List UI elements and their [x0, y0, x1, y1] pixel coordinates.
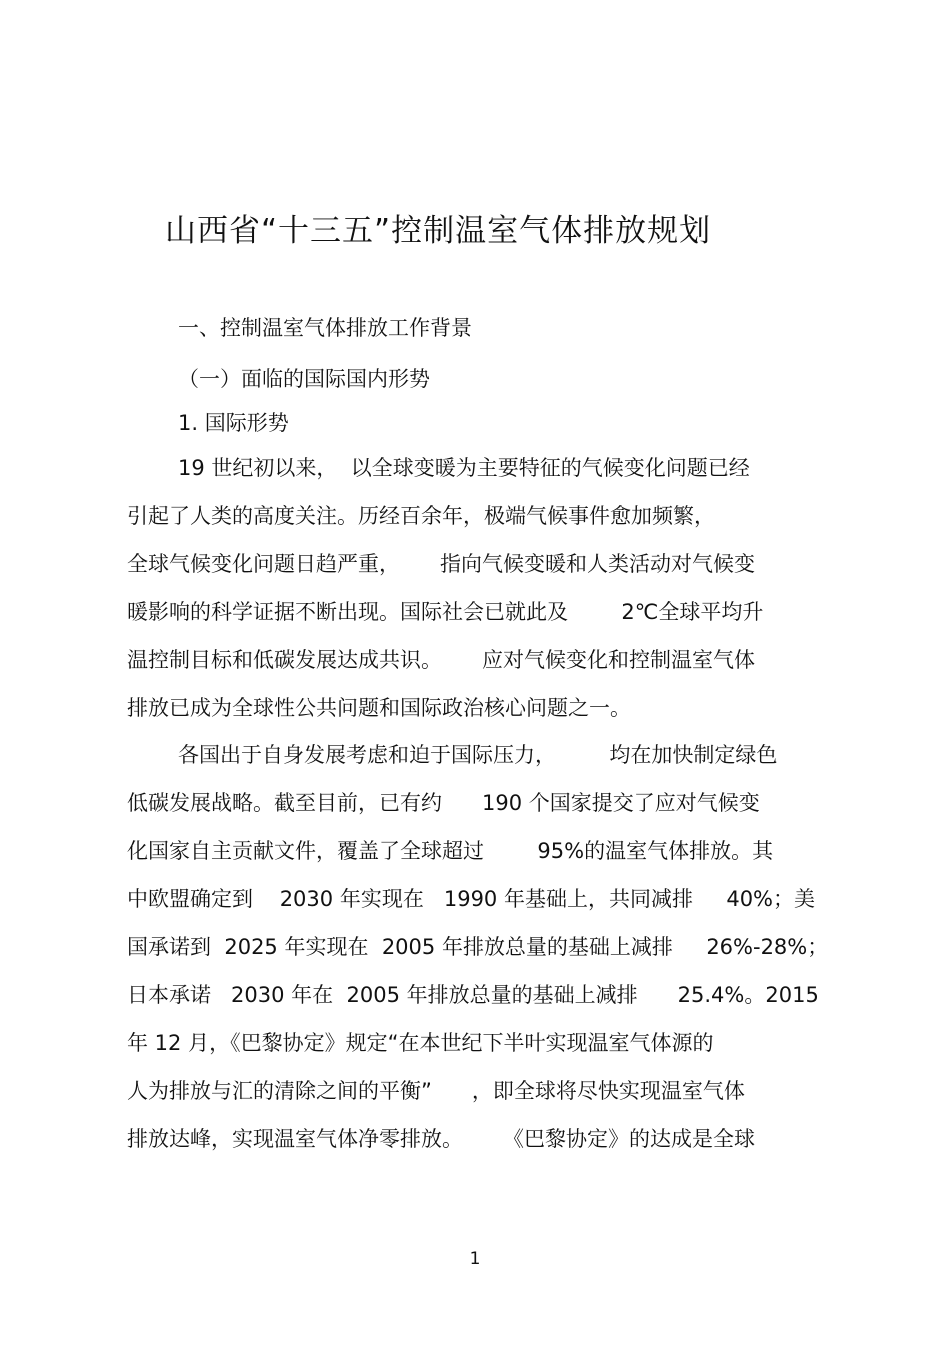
paragraph-line: 年 12 月，《巴黎协定》规定“在本世纪下半叶实现温室气体源的	[127, 1031, 714, 1055]
document-title: 山西省“十三五”控制温室气体排放规划	[165, 213, 712, 249]
paragraph-line: 人为排放与汇的清除之间的平衡” ，即全球将尽快实现温室气体	[127, 1079, 745, 1103]
paragraph-line: 国承诺到 2025 年实现在 2005 年排放总量的基础上减排 26%-28%；	[127, 935, 829, 959]
paragraph-line: 中欧盟确定到 2030 年实现在 1990 年基础上，共同减排 40%；美	[127, 887, 816, 911]
paragraph-line: 排放已成为全球性公共问题和国际政治核心问题之一。	[127, 696, 631, 720]
subsection-heading: （一）面临的国际国内形势	[178, 367, 430, 391]
sub-subsection-heading: 1. 国际形势	[178, 411, 289, 435]
paragraph-line: 引起了人类的高度关注。历经百余年，极端气候事件愈加频繁，	[127, 504, 715, 528]
paragraph-line: 日本承诺 2030 年在 2005 年排放总量的基础上减排 25.4%。2015	[127, 983, 819, 1007]
paragraph-international-situation	[127, 444, 847, 720]
section-heading: 一、控制温室气体排放工作背景	[178, 316, 472, 340]
paragraph-line: 19 世纪初以来， 以全球变暖为主要特征的气候变化问题已经	[178, 456, 750, 480]
paragraph-line: 低碳发展战略。截至目前，已有约 190 个国家提交了应对气候变	[127, 791, 760, 815]
paragraph-line: 暖影响的科学证据不断出现。国际社会已就此及 2℃全球平均升	[127, 600, 764, 624]
page-number: 1	[469, 1249, 481, 1269]
paragraph-line: 排放达峰，实现温室气体净零排放。 《巴黎协定》的达成是全球	[127, 1127, 756, 1151]
paragraph-line: 各国出于自身发展考虑和迫于国际压力， 均在加快制定绿色	[178, 743, 778, 767]
paragraph-line: 化国家自主贡献文件，覆盖了全球超过 95%的温室气体排放。其	[127, 839, 774, 863]
paragraph-national-commitments	[127, 731, 847, 1163]
paragraph-line: 温控制目标和低碳发展达成共识。 应对气候变化和控制温室气体	[127, 648, 756, 672]
paragraph-line: 全球气候变化问题日趋严重， 指向气候变暖和人类活动对气候变	[127, 552, 756, 576]
